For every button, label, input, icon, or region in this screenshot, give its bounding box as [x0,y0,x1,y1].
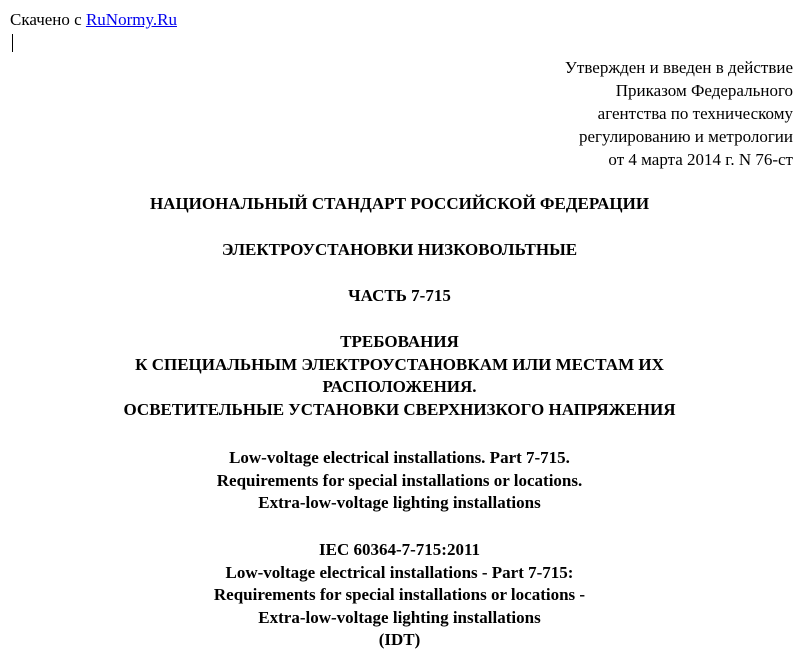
iec-line: Low-voltage electrical installations - Part 7-715: [225,562,574,582]
iec-line: Extra-low-voltage lighting installations [258,607,541,627]
source-prefix: Скачено с [10,10,86,29]
runormy-link[interactable]: RuNormy.Ru [85,10,177,29]
approval-line: агентства по техническому [597,104,793,123]
requirements-heading [0,331,799,421]
approval-line: Приказом Федерального [615,81,793,100]
source-line [10,9,177,31]
part-heading [0,285,799,308]
requirements-line: К СПЕЦИАЛЬНЫМ ЭЛЕКТРОУСТАНОВКАМ ИЛИ МЕСТАМ ИХ [135,354,664,374]
approval-line: от 4 марта 2014 г. N 76-ст [608,150,793,169]
text-cursor [12,34,13,52]
english-title [0,447,799,515]
document-title [0,239,799,262]
requirements-line: ТРЕБОВАНИЯ [340,332,459,351]
approval-block [565,56,793,171]
national-standard-heading [0,193,799,216]
iec-line: IEC 60364-7-715:2011 [318,540,481,559]
approval-line: регулированию и метрологии [578,127,793,146]
national-standard-text: НАЦИОНАЛЬНЫЙ СТАНДАРТ РОССИЙСКОЙ ФЕДЕРАЦИИ [149,194,650,213]
english-title-line: Extra-low-voltage lighting installations [258,493,541,512]
english-title-line: Requirements for special installations or locations. [216,470,583,490]
iec-reference [0,539,799,652]
english-title-line: Low-voltage electrical installations. Part 7-715. [229,448,570,467]
document-title-text: ЭЛЕКТРОУСТАНОВКИ НИЗКОВОЛЬТНЫЕ [221,240,578,259]
iec-line: Requirements for special installations or locations - [213,585,586,604]
part-heading-text: ЧАСТЬ 7-715 [348,286,451,305]
approval-line: Утвержден и введен в действие [564,58,793,77]
requirements-line: РАСПОЛОЖЕНИЯ. [322,377,477,396]
iec-line: (IDT) [378,630,421,649]
requirements-line: ОСВЕТИТЕЛЬНЫЕ УСТАНОВКИ СВЕРХНИЗКОГО НАПРЯЖЕНИЯ [123,399,676,419]
